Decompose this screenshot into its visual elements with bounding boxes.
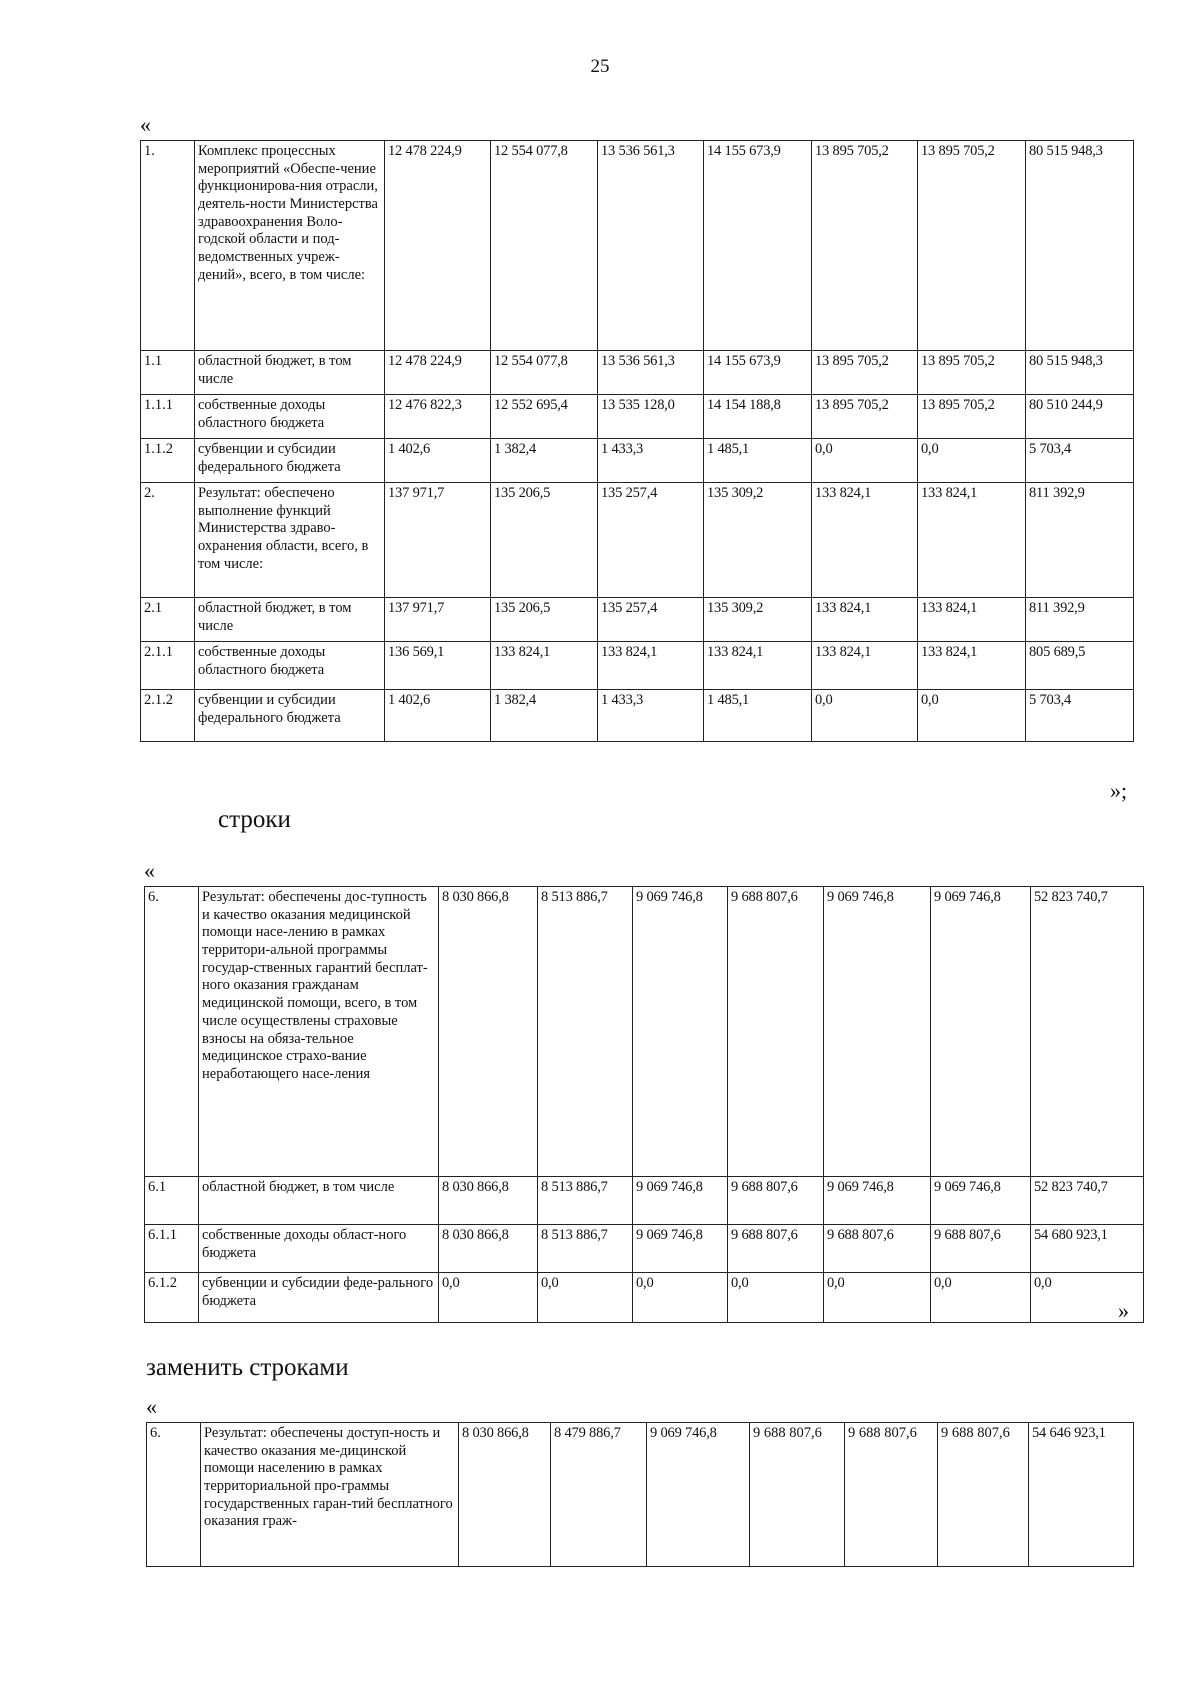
row-number: 2.1.1 [141, 642, 195, 690]
value-cell: 8 030 866,8 [439, 1225, 538, 1273]
value-cell: 9 688 807,6 [750, 1423, 845, 1567]
table-row [145, 1225, 1144, 1273]
value-cell: 8 513 886,7 [538, 1177, 633, 1225]
value-cell: 12 554 077,8 [491, 351, 598, 395]
value-cell: 811 392,9 [1026, 598, 1134, 642]
row-name: Результат: обеспечены дос-тупность и качество оказания медицинской помощи насе-лению в рамках территори-альной программы государ-ственных гарантий бесплат-ного оказания гражданам медицинской помощи, всего, в том числе осуществлены страховые взносы на обяза-тельное медицинское страхо-вание неработающего насе-ления [199, 887, 439, 1177]
value-cell: 0,0 [728, 1273, 824, 1323]
value-cell: 12 478 224,9 [385, 351, 491, 395]
value-cell: 13 895 705,2 [918, 351, 1026, 395]
heading-rows: строки [218, 806, 291, 833]
value-cell: 1 433,3 [598, 690, 704, 742]
value-cell: 80 510 244,9 [1026, 395, 1134, 439]
value-cell: 5 703,4 [1026, 439, 1134, 483]
value-cell: 133 824,1 [704, 642, 812, 690]
value-cell: 52 823 740,7 [1031, 1177, 1144, 1225]
heading-replace: заменить строками [146, 1354, 349, 1381]
value-cell: 52 823 740,7 [1031, 887, 1144, 1177]
value-cell: 8 030 866,8 [439, 1177, 538, 1225]
value-cell: 54 646 923,1 [1029, 1423, 1134, 1567]
value-cell: 0,0 [812, 439, 918, 483]
table-row [141, 439, 1134, 483]
budget-table-3 [146, 1422, 1134, 1567]
value-cell: 1 485,1 [704, 439, 812, 483]
value-cell: 9 069 746,8 [931, 1177, 1031, 1225]
value-cell: 135 257,4 [598, 483, 704, 598]
table-row [141, 642, 1134, 690]
value-cell: 133 824,1 [491, 642, 598, 690]
value-cell: 9 069 746,8 [931, 887, 1031, 1177]
row-name: областной бюджет, в том числе [195, 351, 385, 395]
row-name: собственные доходы областного бюджета [195, 395, 385, 439]
value-cell: 135 257,4 [598, 598, 704, 642]
value-cell: 8 513 886,7 [538, 1225, 633, 1273]
value-cell: 8 513 886,7 [538, 887, 633, 1177]
value-cell: 9 688 807,6 [845, 1423, 938, 1567]
value-cell: 133 824,1 [918, 483, 1026, 598]
value-cell: 13 536 561,3 [598, 351, 704, 395]
value-cell: 1 485,1 [704, 690, 812, 742]
value-cell: 54 680 923,1 [1031, 1225, 1144, 1273]
row-name: областной бюджет, в том числе [199, 1177, 439, 1225]
opening-quote: « [140, 112, 151, 137]
value-cell: 13 895 705,2 [812, 395, 918, 439]
row-name: субвенции и субсидии федерального бюджета [195, 439, 385, 483]
row-number: 1. [141, 141, 195, 351]
value-cell: 12 554 077,8 [491, 141, 598, 351]
row-number: 6. [145, 887, 199, 1177]
value-cell: 1 433,3 [598, 439, 704, 483]
value-cell: 14 154 188,8 [704, 395, 812, 439]
value-cell: 9 688 807,6 [931, 1225, 1031, 1273]
value-cell: 1 382,4 [491, 690, 598, 742]
row-number: 6.1 [145, 1177, 199, 1225]
value-cell: 13 895 705,2 [812, 351, 918, 395]
value-cell: 9 069 746,8 [633, 1177, 728, 1225]
row-number: 6.1.1 [145, 1225, 199, 1273]
opening-quote: « [146, 1394, 157, 1419]
budget-table-2 [144, 886, 1144, 1323]
value-cell: 133 824,1 [918, 598, 1026, 642]
value-cell: 0,0 [824, 1273, 931, 1323]
value-cell: 12 476 822,3 [385, 395, 491, 439]
closing-quote: » [1118, 1298, 1129, 1323]
value-cell: 12 552 695,4 [491, 395, 598, 439]
value-cell: 14 155 673,9 [704, 141, 812, 351]
value-cell: 8 030 866,8 [459, 1423, 551, 1567]
value-cell: 133 824,1 [812, 642, 918, 690]
value-cell: 9 069 746,8 [824, 887, 931, 1177]
row-name: Результат: обеспечены доступ-ность и качество оказания ме-дицинской помощи населению в рамках территориальной про-граммы государственных гаран-тий бесплатного оказания граж- [201, 1423, 459, 1567]
row-number: 1.1 [141, 351, 195, 395]
value-cell: 12 478 224,9 [385, 141, 491, 351]
row-name: Результат: обеспечено выполнение функций Министерства здраво-охранения области, всего, в том числе: [195, 483, 385, 598]
value-cell: 13 535 128,0 [598, 395, 704, 439]
table-row [145, 1177, 1144, 1225]
value-cell: 9 069 746,8 [824, 1177, 931, 1225]
row-name: субвенции и субсидии феде-рального бюджета [199, 1273, 439, 1323]
value-cell: 137 971,7 [385, 598, 491, 642]
value-cell: 9 688 807,6 [824, 1225, 931, 1273]
budget-table-1 [140, 140, 1134, 742]
value-cell: 9 069 746,8 [633, 1225, 728, 1273]
value-cell: 0,0 [918, 439, 1026, 483]
value-cell: 0,0 [812, 690, 918, 742]
value-cell: 13 895 705,2 [918, 395, 1026, 439]
value-cell: 0,0 [439, 1273, 538, 1323]
value-cell: 0,0 [1031, 1273, 1144, 1323]
value-cell: 0,0 [918, 690, 1026, 742]
row-name: субвенции и субсидии федерального бюджета [195, 690, 385, 742]
table-row [141, 395, 1134, 439]
value-cell: 136 569,1 [385, 642, 491, 690]
table-row [141, 483, 1134, 598]
value-cell: 133 824,1 [598, 642, 704, 690]
row-number: 1.1.2 [141, 439, 195, 483]
value-cell: 1 402,6 [385, 690, 491, 742]
value-cell: 135 309,2 [704, 483, 812, 598]
value-cell: 13 536 561,3 [598, 141, 704, 351]
value-cell: 0,0 [931, 1273, 1031, 1323]
row-number: 2.1.2 [141, 690, 195, 742]
row-name: собственные доходы област-ного бюджета [199, 1225, 439, 1273]
table-row [141, 351, 1134, 395]
value-cell: 135 206,5 [491, 598, 598, 642]
value-cell: 80 515 948,3 [1026, 351, 1134, 395]
page-number: 25 [590, 56, 610, 77]
row-name: собственные доходы областного бюджета [195, 642, 385, 690]
value-cell: 80 515 948,3 [1026, 141, 1134, 351]
value-cell: 8 030 866,8 [439, 887, 538, 1177]
value-cell: 135 206,5 [491, 483, 598, 598]
value-cell: 135 309,2 [704, 598, 812, 642]
value-cell: 133 824,1 [812, 483, 918, 598]
value-cell: 9 688 807,6 [728, 1177, 824, 1225]
table-row [145, 887, 1144, 1177]
value-cell: 805 689,5 [1026, 642, 1134, 690]
value-cell: 13 895 705,2 [812, 141, 918, 351]
value-cell: 0,0 [538, 1273, 633, 1323]
value-cell: 133 824,1 [812, 598, 918, 642]
value-cell: 5 703,4 [1026, 690, 1134, 742]
value-cell: 0,0 [633, 1273, 728, 1323]
value-cell: 1 382,4 [491, 439, 598, 483]
row-number: 6.1.2 [145, 1273, 199, 1323]
table-row [145, 1273, 1144, 1323]
value-cell: 9 688 807,6 [938, 1423, 1029, 1567]
value-cell: 811 392,9 [1026, 483, 1134, 598]
row-name: областной бюджет, в том числе [195, 598, 385, 642]
value-cell: 13 895 705,2 [918, 141, 1026, 351]
closing-quote: »; [1110, 778, 1128, 803]
value-cell: 1 402,6 [385, 439, 491, 483]
value-cell: 9 069 746,8 [633, 887, 728, 1177]
row-number: 2.1 [141, 598, 195, 642]
opening-quote: « [144, 858, 155, 883]
value-cell: 8 479 886,7 [551, 1423, 647, 1567]
value-cell: 9 069 746,8 [647, 1423, 750, 1567]
value-cell: 137 971,7 [385, 483, 491, 598]
value-cell: 133 824,1 [918, 642, 1026, 690]
value-cell: 9 688 807,6 [728, 887, 824, 1177]
row-number: 2. [141, 483, 195, 598]
row-number: 6. [147, 1423, 201, 1567]
value-cell: 9 688 807,6 [728, 1225, 824, 1273]
table-row [141, 690, 1134, 742]
table-row [147, 1423, 1134, 1567]
row-number: 1.1.1 [141, 395, 195, 439]
row-name: Комплекс процессных мероприятий «Обеспе-чение функционирова-ния отрасли, деятель-ности Министерства здравоохранения Воло-годской области и под-ведомственных учреж-дений», всего, в том числе: [195, 141, 385, 351]
table-row [141, 141, 1134, 351]
table-row [141, 598, 1134, 642]
value-cell: 14 155 673,9 [704, 351, 812, 395]
